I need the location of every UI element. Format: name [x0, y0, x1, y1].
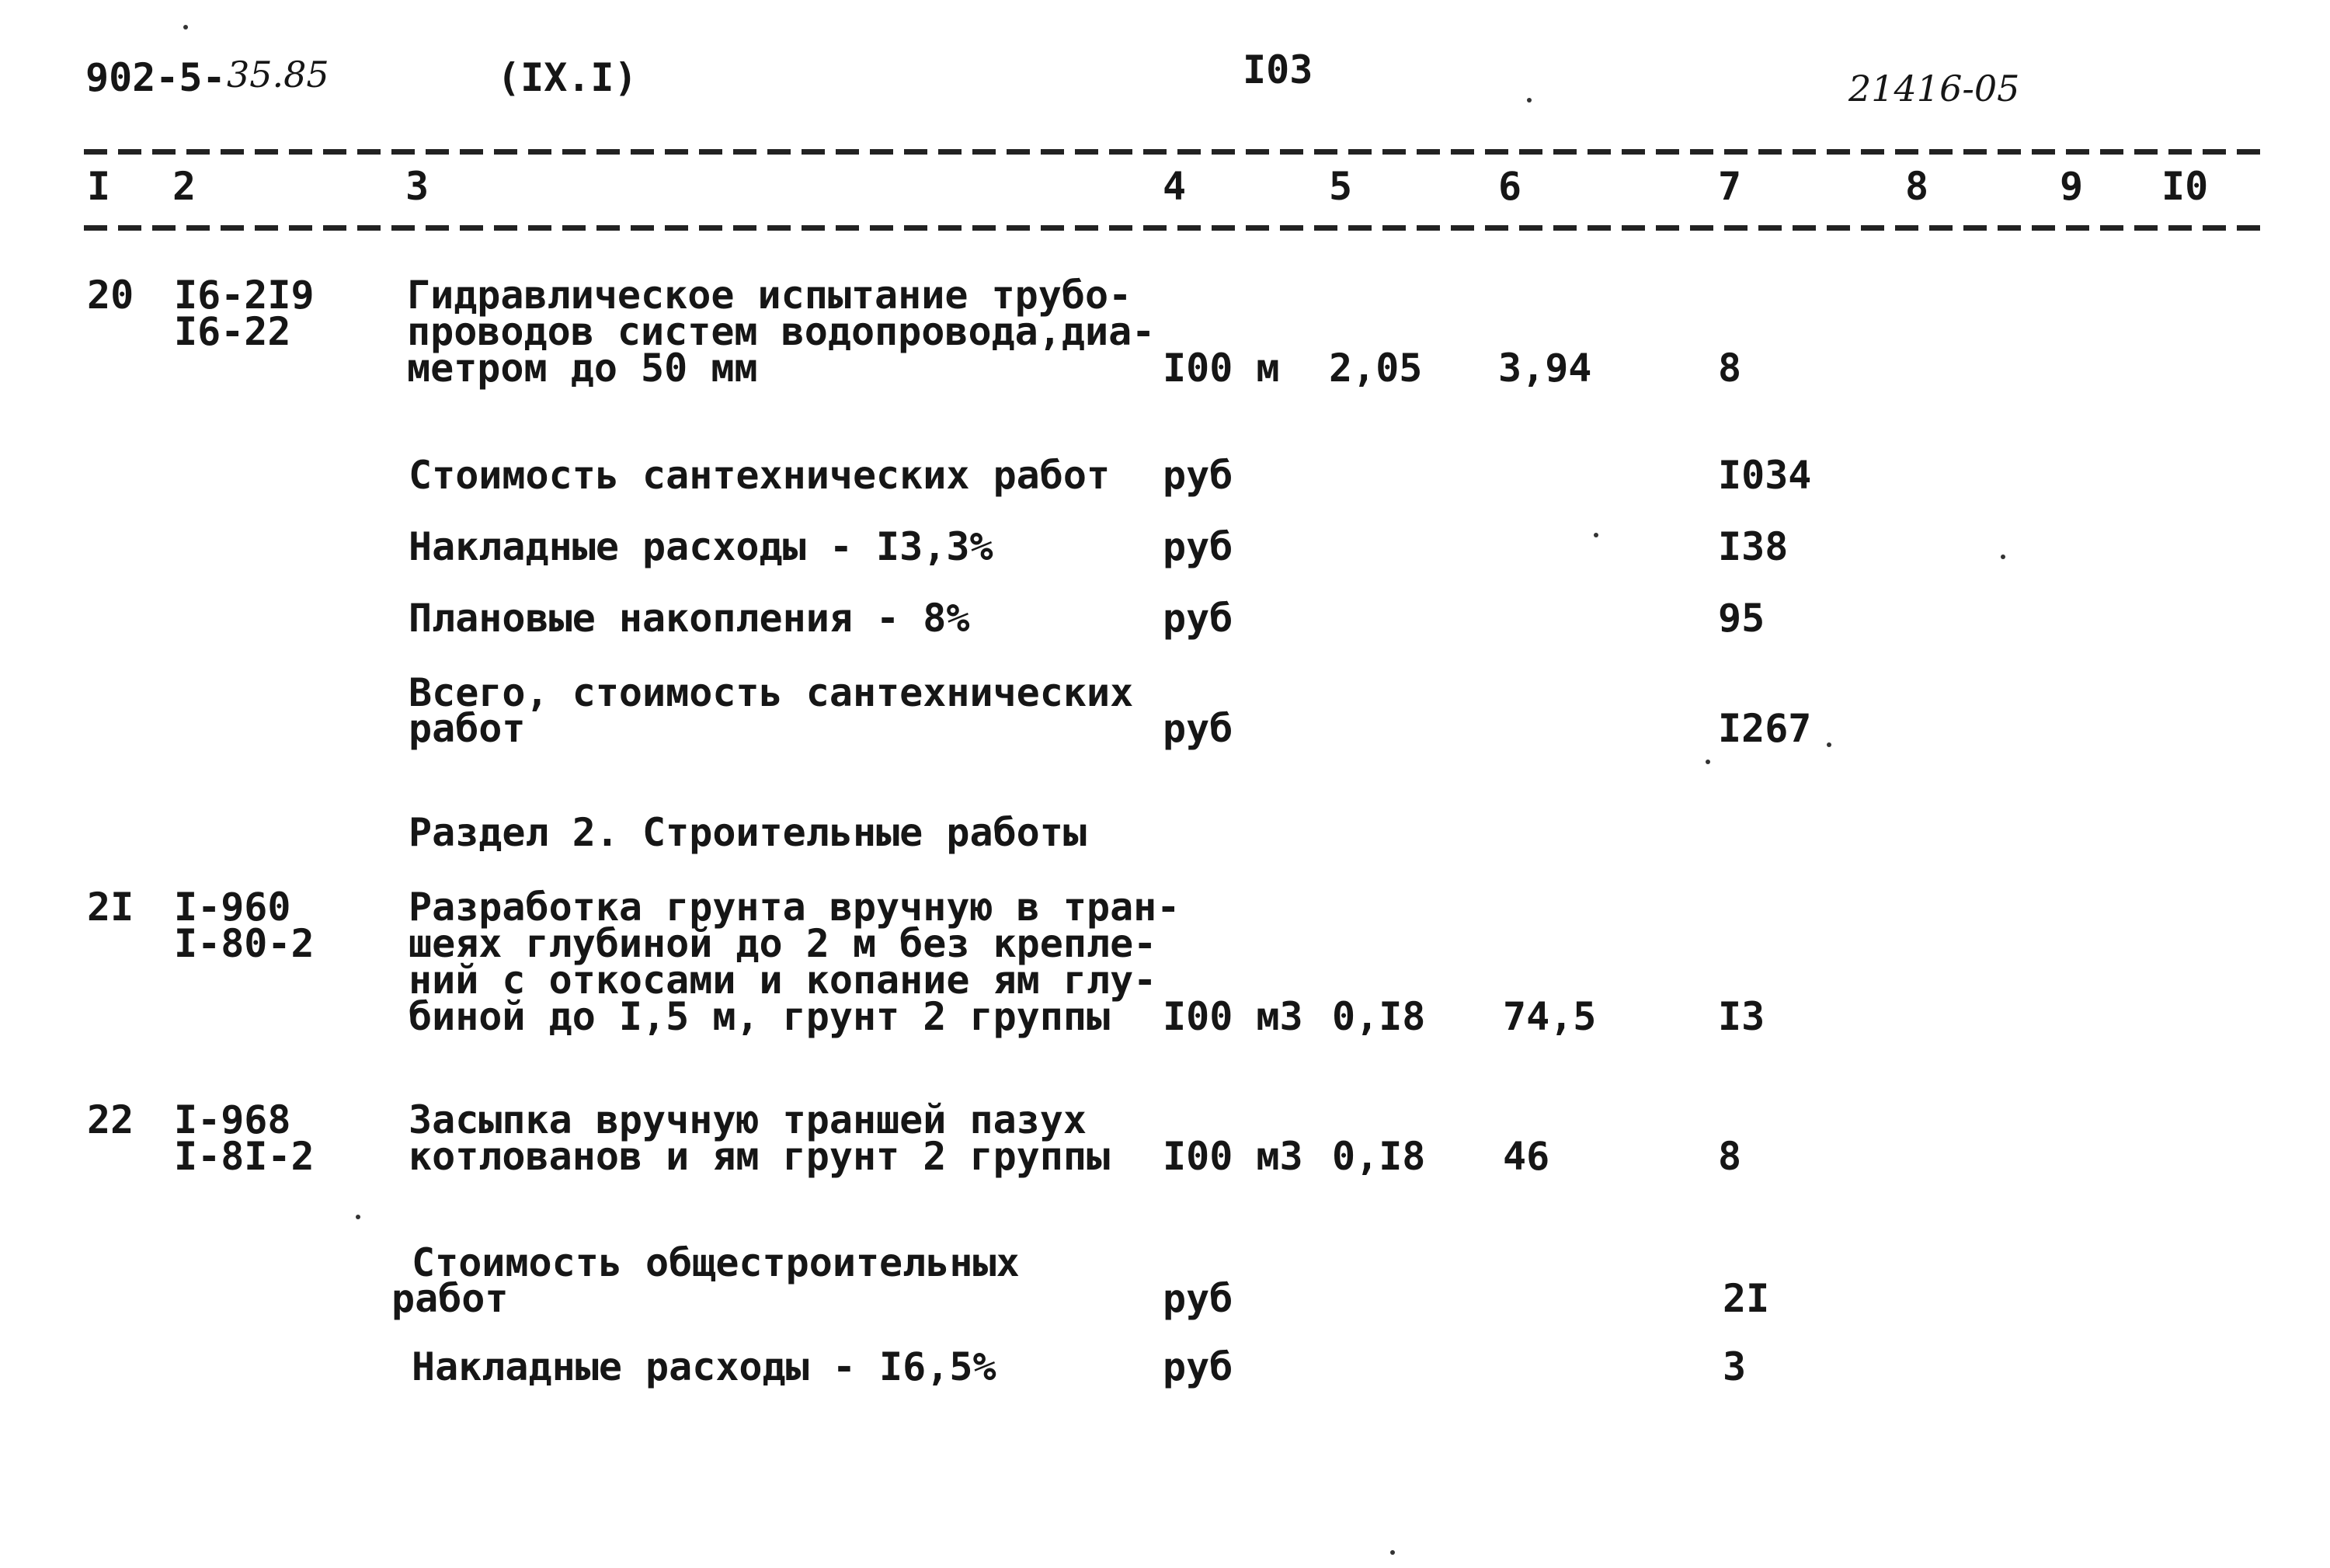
column-number-6: 6: [1498, 164, 1522, 209]
column-number-2: 2: [172, 164, 196, 209]
unit: I00 м3: [1163, 994, 1303, 1039]
total-cost: 3: [1723, 1344, 1747, 1389]
summary-label: Плановые накопления - 8%: [409, 596, 970, 641]
unit: руб: [1163, 706, 1233, 751]
row-number: 22: [87, 1097, 134, 1142]
work-description-line: шеях глубиной до 2 м без крепле-: [409, 921, 1157, 966]
column-number-3: 3: [405, 164, 429, 209]
summary-label: работ: [409, 706, 526, 751]
column-number-8: 8: [1905, 164, 1929, 209]
total-cost: I38: [1718, 524, 1789, 569]
quantity: 0,I8: [1332, 1134, 1426, 1179]
total-cost: 95: [1718, 596, 1765, 641]
total-cost: 8: [1718, 346, 1742, 391]
work-description-line: биной до I,5 м, грунт 2 группы: [409, 994, 1111, 1039]
summary-label: Стоимость общестроительных: [412, 1240, 1020, 1285]
scan-speck: [2001, 555, 2005, 559]
row-number: 20: [87, 273, 134, 318]
rate-code: I-960: [174, 885, 291, 930]
total-cost: I3: [1718, 994, 1765, 1039]
work-description-line: метром до 50 мм: [407, 346, 758, 391]
summary-label: Всего, стоимость сантехнических: [409, 670, 1134, 715]
scan-speck: [183, 25, 188, 30]
document-code-handwritten: 35.85: [227, 54, 329, 96]
rate-code: I-8I-2: [174, 1134, 315, 1179]
scan-speck: [1827, 742, 1831, 747]
unit: руб: [1163, 453, 1233, 498]
section-code: (IX.I): [497, 55, 638, 100]
inventory-number-handwritten: 21416-05: [1848, 68, 2020, 110]
scan-speck: [1594, 533, 1598, 537]
scan-speck: [356, 1215, 360, 1219]
total-cost: I034: [1718, 453, 1812, 498]
rate-code: I-80-2: [174, 921, 315, 966]
unit: I00 м: [1163, 346, 1280, 391]
unit-price: 3,94: [1498, 346, 1592, 391]
header-rule-top: [84, 149, 2266, 155]
unit: руб: [1163, 596, 1233, 641]
unit-price: 46: [1503, 1134, 1550, 1179]
header-rule-bottom: [84, 225, 2266, 231]
column-number-4: 4: [1163, 164, 1187, 209]
unit: руб: [1163, 1276, 1233, 1321]
document-code: 902-5-: [85, 55, 226, 100]
rate-code: I-968: [174, 1097, 291, 1142]
unit: I00 м3: [1163, 1134, 1303, 1179]
column-number-9: 9: [2060, 164, 2084, 209]
unit-price: 74,5: [1503, 994, 1597, 1039]
column-number-1: I: [87, 164, 111, 209]
total-cost: 2I: [1723, 1276, 1770, 1321]
quantity: 0,I8: [1332, 994, 1426, 1039]
column-number-10: I0: [2161, 164, 2209, 209]
total-cost: 8: [1718, 1134, 1742, 1179]
unit: руб: [1163, 1344, 1233, 1389]
summary-label: работ: [391, 1276, 509, 1321]
column-number-5: 5: [1329, 164, 1353, 209]
work-description-line: ний с откосами и копание ям глу-: [409, 958, 1157, 1003]
summary-label: Накладные расходы - I6,5%: [412, 1344, 996, 1389]
work-description-line: Гидравлическое испытание трубо-: [407, 273, 1132, 318]
work-description-line: Разработка грунта вручную в тран-: [409, 885, 1181, 930]
summary-label: Накладные расходы - I3,3%: [409, 524, 993, 569]
section-heading: Раздел 2. Строительные работы: [409, 810, 1087, 855]
summary-label: Стоимость сантехнических работ: [409, 453, 1111, 498]
column-number-7: 7: [1718, 164, 1742, 209]
scan-speck: [1706, 760, 1710, 764]
scan-speck: [1390, 1550, 1395, 1555]
work-description-line: котлованов и ям грунт 2 группы: [409, 1134, 1111, 1179]
work-description-line: проводов систем водопровода,диа-: [407, 309, 1156, 354]
scan-speck: [1527, 98, 1532, 103]
rate-code: I6-2I9: [174, 273, 315, 318]
total-cost: I267: [1718, 706, 1812, 751]
work-description-line: Засыпка вручную траншей пазух: [409, 1097, 1087, 1142]
rate-code: I6-22: [174, 309, 291, 354]
page-number: I03: [1243, 47, 1313, 92]
row-number: 2I: [87, 885, 134, 930]
quantity: 2,05: [1329, 346, 1423, 391]
unit: руб: [1163, 524, 1233, 569]
